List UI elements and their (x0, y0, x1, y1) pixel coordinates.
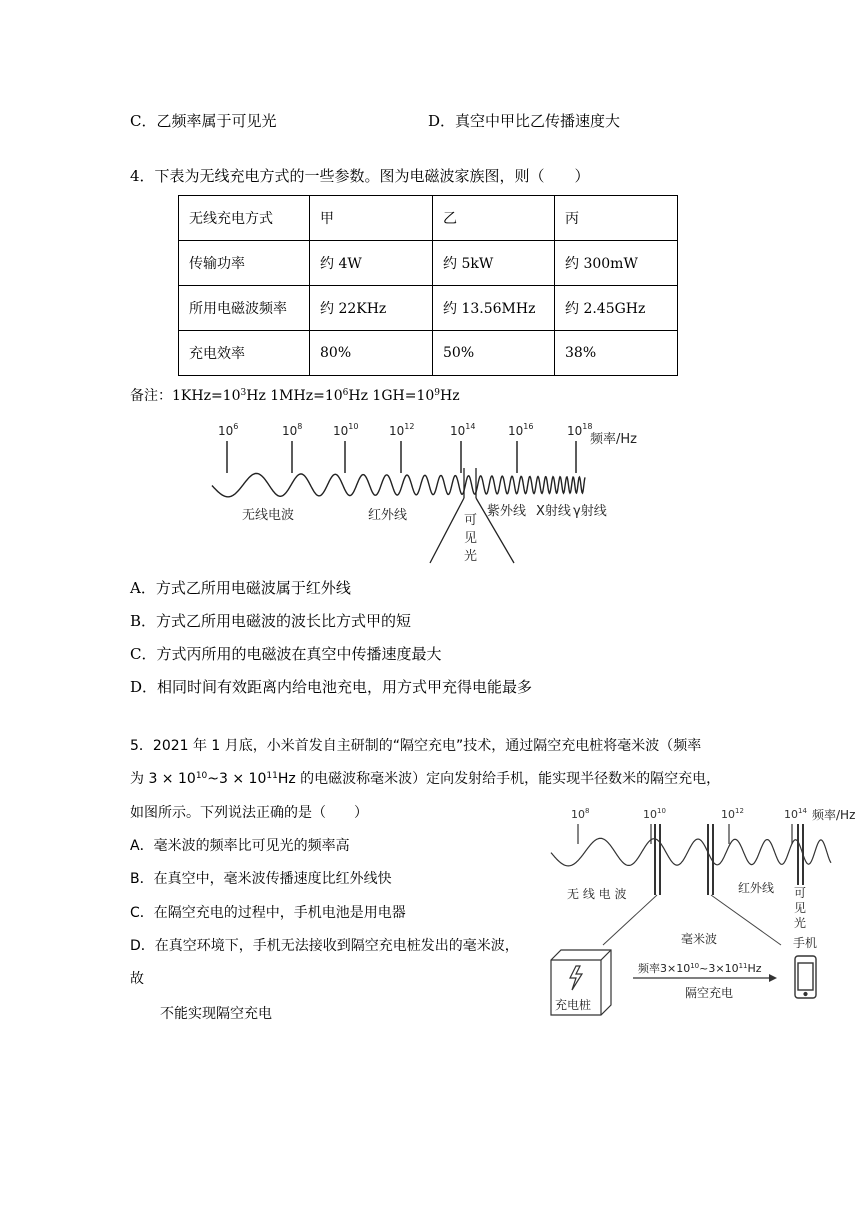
table-cell: 约 5kW (433, 241, 555, 286)
table-row (179, 331, 678, 376)
table-cell: 所用电磁波频率 (179, 286, 310, 331)
visible-label: 光 (464, 549, 478, 564)
em-spectrum-diagram (200, 415, 660, 565)
tick-label (643, 807, 666, 821)
table-row (179, 196, 678, 241)
note-suffix: Hz (440, 388, 460, 404)
spectrum-wave (212, 474, 585, 497)
table-cell: 甲 (310, 196, 433, 241)
q4-option-d: D．相同时间有效距离内给电池充电，用方式甲充得电能最多 (130, 678, 533, 696)
tick-exp: 6 (233, 422, 239, 431)
table-cell: 约 22KHz (310, 286, 433, 331)
table-cell: 50% (433, 331, 555, 376)
band-label-radio: 无线电波 (242, 508, 295, 523)
tick-label (508, 422, 533, 438)
tick-exp: 8 (297, 422, 303, 431)
table-cell: 约 300mW (555, 241, 678, 286)
charger-label: 充电桩 (555, 998, 592, 1012)
note-exp: 6 (342, 388, 349, 398)
tick-label (571, 807, 589, 821)
band-label-infrared: 红外线 (368, 508, 408, 523)
tick-exp: 14 (465, 422, 476, 431)
tick-base: 10 (508, 424, 524, 438)
table-row (179, 241, 678, 286)
charging-arrow-label: 隔空充电 (685, 986, 734, 1000)
table-cell: 80% (310, 331, 433, 376)
freq-exp: 10 (690, 962, 700, 970)
charging-params-table (178, 195, 678, 376)
visible-label: 见 (794, 901, 807, 915)
tick-label (450, 422, 475, 438)
mmwave-charging-diagram (545, 800, 860, 1018)
visible-label: 可 (794, 886, 807, 900)
tick-label (784, 807, 807, 821)
q5-stem-line1: 5．2021 年 1 月底，小米首发自主研制的“隔空充电”技术，通过隔空充电桩将毫米波（频率 (130, 738, 702, 754)
freq-text: Hz (747, 962, 762, 975)
q4-option-a: A．方式乙所用电磁波属于红外线 (130, 579, 351, 597)
stem-text: ~3 × 10 (207, 771, 267, 787)
table-cell: 约 2.45GHz (555, 286, 678, 331)
tick-base: 10 (784, 808, 798, 821)
q5-option-c: C．在隔空充电的过程中，手机电池是用电器 (130, 905, 406, 921)
q5-stem-line2 (130, 769, 720, 789)
mmwave-label: 毫米波 (681, 932, 718, 946)
unit-note (130, 386, 460, 406)
freq-text: 频率3×10 (638, 962, 691, 975)
table-cell: 充电效率 (179, 331, 310, 376)
note-mid: Hz 1MHz=10 (246, 388, 343, 404)
tick-base: 10 (567, 424, 583, 438)
tick-label (282, 422, 302, 438)
stem-exp: 11 (266, 771, 278, 781)
band-label-ultraviolet: 紫外线 (487, 504, 527, 519)
band-label-gamma: γ射线 (573, 504, 607, 519)
visible-label: 光 (794, 916, 807, 930)
q5-stem-line3: 如图所示。下列说法正确的是（ ） (130, 805, 368, 821)
table-cell: 38% (555, 331, 678, 376)
table-cell: 乙 (433, 196, 555, 241)
tick-label (567, 422, 592, 438)
tick-base: 10 (721, 808, 735, 821)
tick-exp: 8 (585, 807, 590, 815)
tick-exp: 12 (735, 807, 744, 815)
tick-base: 10 (450, 424, 466, 438)
tick-label (721, 807, 744, 821)
mmwave-frequency-label (638, 961, 762, 975)
visible-label: 见 (464, 531, 478, 546)
stem-exp: 10 (195, 771, 208, 781)
note-mid: Hz 1GH=10 (348, 388, 435, 404)
note-exp: 9 (434, 388, 441, 398)
q4-option-b: B．方式乙所用电磁波的波长比方式甲的短 (130, 612, 412, 630)
tick-base: 10 (282, 424, 298, 438)
tick-exp: 14 (798, 807, 807, 815)
tick-exp: 10 (348, 422, 359, 431)
q5-option-a: A．毫米波的频率比可见光的频率高 (130, 838, 350, 854)
q4-stem: 4．下表为无线充电方式的一些参数。图为电磁波家族图，则（ ） (130, 167, 590, 185)
q5-option-d-cont: 不能实现隔空充电 (160, 1006, 272, 1022)
tick-exp: 10 (657, 807, 666, 815)
tick-base: 10 (571, 808, 585, 821)
tick-label (218, 422, 238, 438)
tick-exp: 18 (582, 422, 593, 431)
tick-base: 10 (218, 424, 234, 438)
note-prefix: 备注：1KHz=10 (130, 388, 241, 404)
q5-option-b: B．在真空中，毫米波传播速度比红外线快 (130, 871, 392, 887)
frequency-axis-label: 频率/Hz (812, 808, 856, 822)
freq-exp: 11 (738, 962, 748, 970)
phone-icon (795, 956, 816, 998)
band-label-radio: 无 线 电 波 (567, 887, 627, 901)
band-label-infrared: 红外线 (738, 881, 775, 895)
frequency-axis-label: 频率/Hz (590, 432, 637, 447)
phone-label: 手机 (793, 936, 818, 950)
q5-option-d-cont: 故 (130, 971, 144, 987)
note-exp: 3 (240, 388, 247, 398)
stem-text: 为 3 × 10 (130, 771, 196, 787)
table-cell: 约 13.56MHz (433, 286, 555, 331)
table-cell: 丙 (555, 196, 678, 241)
spectrum-wave (551, 838, 831, 866)
table-cell: 传输功率 (179, 241, 310, 286)
q3-option-d: D．真空中甲比乙传播速度大 (428, 112, 621, 130)
q5-option-d: D．在真空环境下，手机无法接收到隔空充电桩发出的毫米波， (130, 938, 519, 954)
table-row (179, 286, 678, 331)
tick-exp: 12 (404, 422, 415, 431)
tick-base: 10 (389, 424, 405, 438)
visible-label: 可 (464, 513, 478, 528)
tick-exp: 16 (523, 422, 534, 431)
tick-base: 10 (333, 424, 349, 438)
table-cell: 约 4W (310, 241, 433, 286)
stem-text: Hz 的电磁波称毫米波）定向发射给手机，能实现半径数米的隔空充电， (277, 771, 721, 787)
charging-arrow-head (769, 974, 777, 982)
band-label-xray: X射线 (536, 504, 571, 519)
tick-label (333, 422, 358, 438)
q3-option-c: C．乙频率属于可见光 (130, 112, 277, 130)
tick-label (389, 422, 414, 438)
tick-base: 10 (643, 808, 657, 821)
table-cell: 无线充电方式 (179, 196, 310, 241)
q4-option-c: C．方式丙所用的电磁波在真空中传播速度最大 (130, 645, 442, 663)
freq-text: ~3×10 (699, 962, 739, 975)
